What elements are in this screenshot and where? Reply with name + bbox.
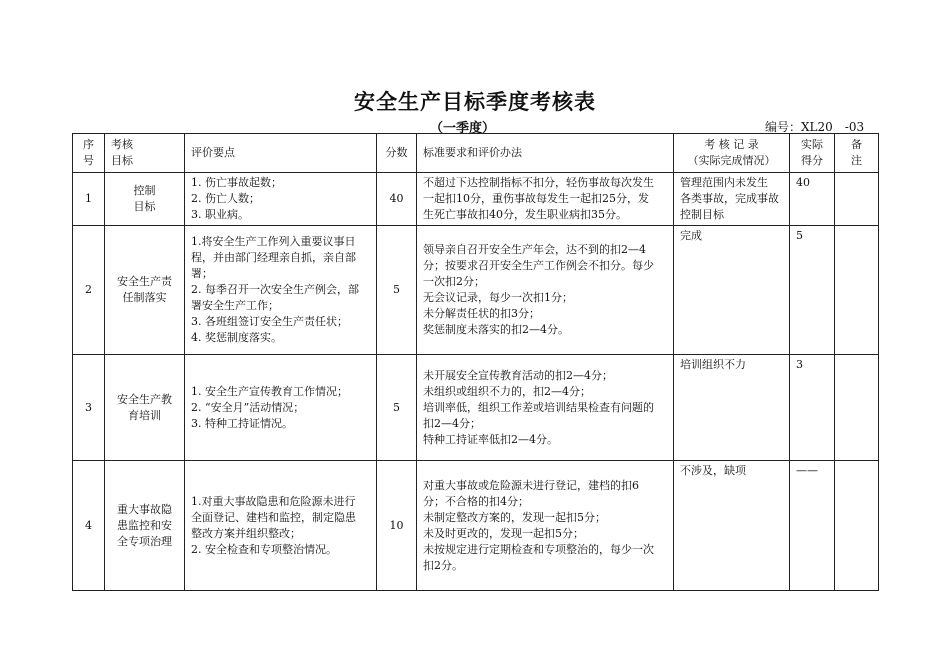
row-points — [185, 461, 377, 591]
row-seq: 1 — [73, 173, 105, 226]
cell-line: 3. 特种工持证情况。 — [191, 416, 293, 430]
table-row — [73, 355, 879, 461]
cell-line: 不超过下达控制指标不扣分，轻伤事故每次发生 — [423, 176, 654, 189]
header-actual: 实际 得分 — [790, 134, 835, 173]
cell-line: 1.将安全生产工作列入重要议事日 — [191, 235, 356, 248]
cell-line: 控制目标 — [680, 208, 724, 221]
cell-line: 各类事故，完成事故 — [680, 192, 779, 205]
row-record — [674, 355, 790, 461]
row-standard — [417, 226, 674, 355]
row-target: 控制 目标 — [105, 173, 185, 226]
row-points — [185, 173, 377, 226]
row-seq: 2 — [73, 226, 105, 355]
cell-line: 未制定整改方案的，发现一起扣5分； — [423, 510, 606, 524]
cell-line: 扣2—4分； — [423, 416, 481, 430]
document-number: 编号：XL20__-03 — [765, 120, 865, 134]
cell-line: 未按规定进行定期检查和专项整治的，每少一次 — [423, 542, 654, 556]
cell-line: 2. 每季召开一次安全生产例会，部 — [191, 283, 359, 296]
header-record: 考 核 记 录 （实际完成情况） — [674, 134, 790, 173]
cell-line: 1. 安全生产宣传教育工作情况； — [191, 384, 348, 398]
cell-line: 领导亲自召开安全生产年会，达不到的扣2—4 — [423, 243, 646, 256]
row-remark — [835, 173, 879, 226]
table-row — [73, 173, 879, 226]
header-row — [73, 134, 879, 173]
row-record — [674, 226, 790, 355]
cell-line: 整改方案并组织整改； — [191, 526, 301, 540]
cell-line: 管理范围内未发生 — [680, 176, 768, 189]
row-actual: 5 — [790, 226, 835, 355]
row-score: 5 — [377, 355, 417, 461]
cell-line: 1. 伤亡事故起数； — [191, 176, 282, 189]
row-points — [185, 355, 377, 461]
cell-line: 一起扣10分，重伤事故每发生一起扣25分，发 — [423, 192, 649, 205]
cell-line: 未分解责任状的扣3分； — [423, 307, 540, 320]
row-score: 40 — [377, 173, 417, 226]
row-standard — [417, 461, 674, 591]
row-record — [674, 461, 790, 591]
table-row — [73, 226, 879, 355]
header-remark: 备 注 — [835, 134, 879, 173]
season-label: （一季度） — [430, 121, 496, 136]
header-seq: 序 号 — [73, 134, 105, 173]
row-actual: —— — [790, 461, 835, 591]
page-title: 安全生产目标季度考核表 — [354, 90, 596, 114]
row-remark — [835, 226, 879, 355]
row-record — [674, 173, 790, 226]
row-target: 重大事故隐 患监控和安 全专项治理 — [105, 461, 185, 591]
row-score: 10 — [377, 461, 417, 591]
cell-line: 2. 安全检查和专项整治情况。 — [191, 542, 337, 556]
cell-line: 生死亡事故扣40分，发生职业病扣35分。 — [423, 208, 627, 221]
row-actual: 40 — [790, 173, 835, 226]
cell-line: 全面登记、建档和监控，制定隐患 — [191, 510, 356, 524]
cell-line: 无会议记录，每少一次扣1分； — [423, 291, 573, 304]
cell-line: 特种工持证率低扣2—4分。 — [423, 432, 558, 446]
cell-line: 程，并由部门经理亲自抓，亲自部 — [191, 251, 356, 264]
cell-line: 完成 — [680, 229, 702, 242]
cell-line: 培训率低，组织工作差或培训结果检查有问题的 — [423, 400, 654, 414]
cell-line: 分；不合格的扣4分； — [423, 494, 529, 508]
row-seq: 4 — [73, 461, 105, 591]
header-score: 分数 — [377, 134, 417, 173]
cell-line: 分；按要求召开安全生产工作例会不扣分。每少 — [423, 259, 654, 272]
cell-line: 2. “安全月”活动情况； — [191, 400, 305, 414]
row-target: 安全生产责 任制落实 — [105, 226, 185, 355]
cell-line: 未组织或组织不力的，扣2—4分； — [423, 384, 591, 398]
header-points: 评价要点 — [185, 134, 377, 173]
cell-line: 不涉及，缺项 — [680, 464, 746, 477]
cell-line: 未及时更改的，发现一起扣5分； — [423, 526, 584, 540]
cell-line: 署； — [191, 267, 213, 280]
cell-line: 未开展安全宣传教育活动的扣2—4分； — [423, 368, 613, 382]
row-actual: 3 — [790, 355, 835, 461]
cell-line: 一次扣2分； — [423, 275, 485, 288]
cell-line: 扣2分。 — [423, 558, 463, 572]
cell-line: 4. 奖惩制度落实。 — [191, 331, 282, 344]
row-standard — [417, 355, 674, 461]
header-standard: 标准要求和评价办法 — [417, 134, 674, 173]
row-target: 安全生产教 育培训 — [105, 355, 185, 461]
cell-line: 奖惩制度未落实的扣2—4分。 — [423, 323, 569, 336]
row-remark — [835, 355, 879, 461]
cell-line: 1.对重大事故隐患和危险源未进行 — [191, 494, 356, 508]
cell-line: 培训组织不力 — [680, 358, 746, 371]
row-score: 5 — [377, 226, 417, 355]
row-points — [185, 226, 377, 355]
cell-line: 署安全生产工作； — [191, 299, 279, 312]
header-target: 考核 目标 — [105, 134, 185, 173]
cell-line: 对重大事故或危险源未进行登记，建档的扣6 — [423, 478, 639, 492]
assessment-table — [72, 133, 879, 591]
cell-line: 2. 伤亡人数； — [191, 192, 260, 205]
row-seq: 3 — [73, 355, 105, 461]
table-row — [73, 461, 879, 591]
cell-line: 3. 各班组签订安全生产责任状； — [191, 315, 348, 328]
row-standard — [417, 173, 674, 226]
cell-line: 3. 职业病。 — [191, 208, 249, 221]
row-remark — [835, 461, 879, 591]
